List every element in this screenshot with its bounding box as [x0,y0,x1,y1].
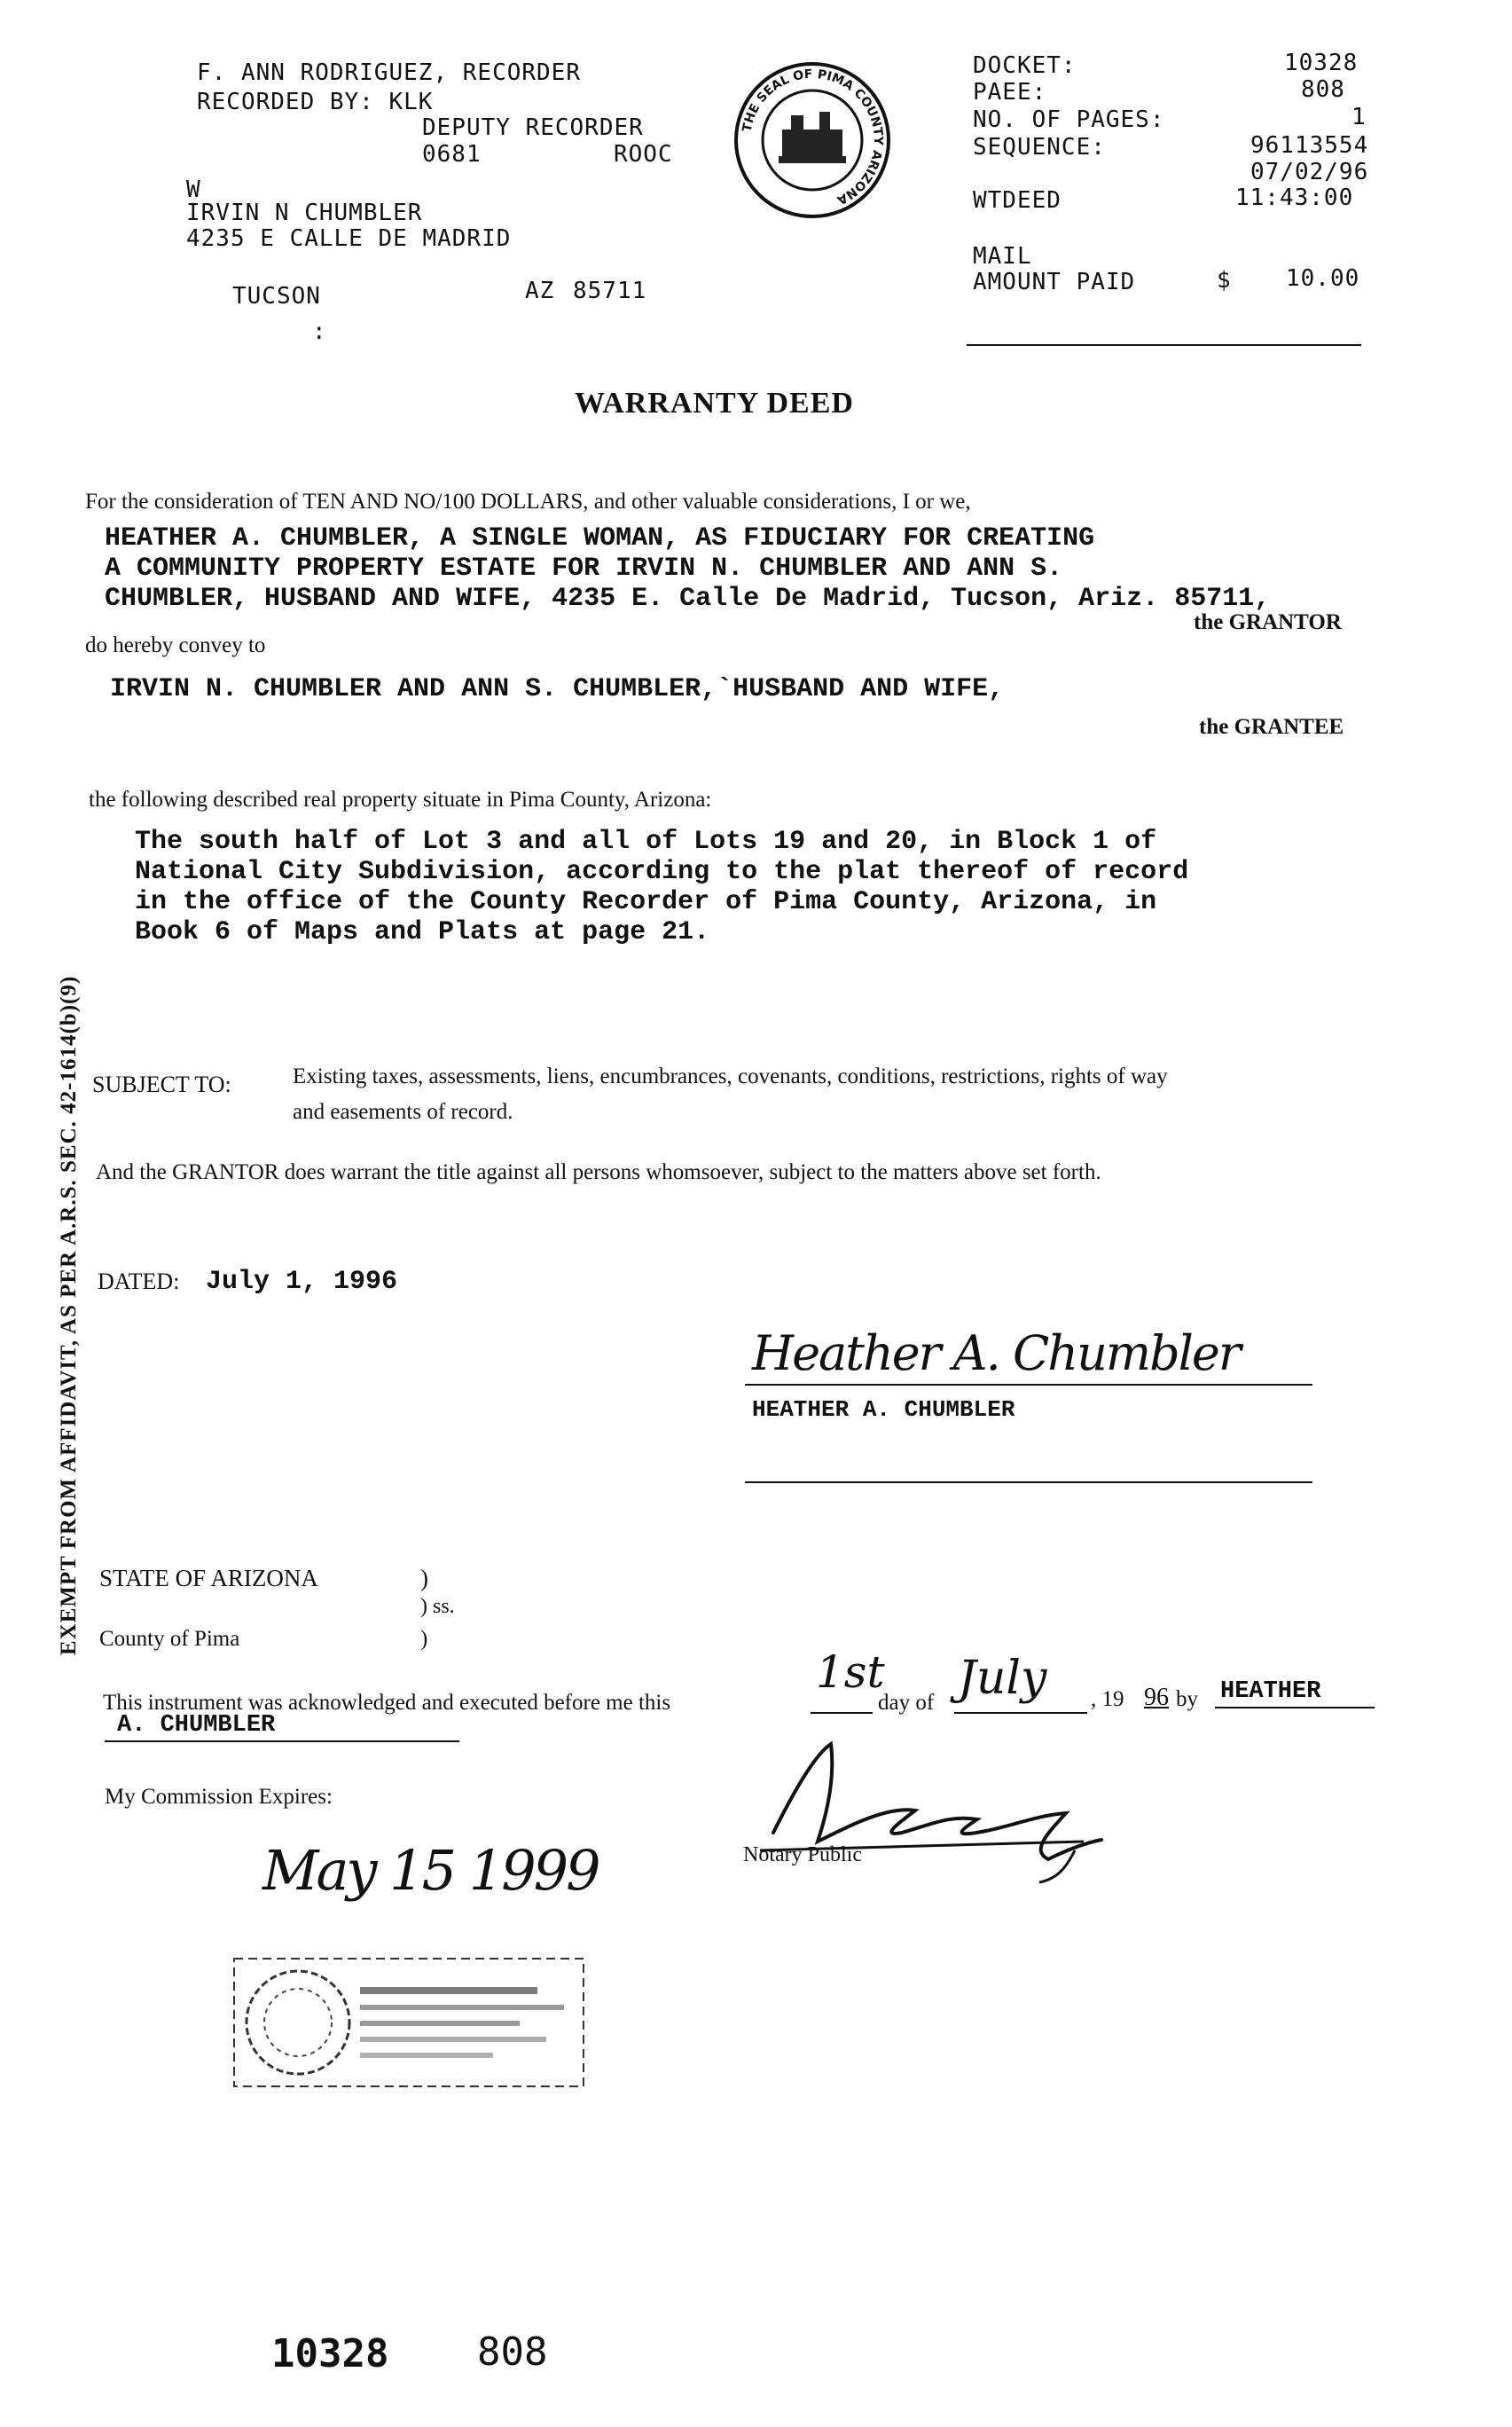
notary-paren-2: ) [420,1627,428,1651]
return-zip: 85711 [573,278,647,304]
svg-text:THE SEAL OF PIMA COUNTY ARIZON: THE SEAL OF PIMA COUNTY ARIZONA [740,67,886,208]
ack-month: July [958,1652,1047,1705]
return-city: TUCSON [232,283,321,310]
notary-county: County of Pima [99,1627,240,1651]
pages-label: NO. OF PAGES: [973,106,1165,133]
sequence-label: SEQUENCE: [973,134,1106,161]
subject-to-line-2: and easements of record. [293,1100,513,1124]
second-signature-line [745,1481,1312,1483]
warrant-text: And the GRANTOR does warrant the title against all persons whomsoever, subject to the matters above set forth. [96,1160,1101,1184]
document-type: WTDEED [973,187,1062,214]
page-label: PAEE: [973,79,1047,106]
ack-name-line [1215,1707,1375,1708]
signer-name: HEATHER A. CHUMBLER [752,1396,1015,1423]
grantor-line-1: HEATHER A. CHUMBLER, A SINGLE WOMAN, AS FIDUCIARY FOR CREATING [105,523,1095,554]
grantor-line-2: A COMMUNITY PROPERTY ESTATE FOR IRVIN N. CHUMBLER AND ANN S. [105,554,1063,584]
ack-name2-line [105,1740,459,1742]
notary-public-label: Notary Public [743,1843,862,1866]
ack-day-of: day of [878,1691,935,1715]
amount-label: AMOUNT PAID [973,269,1136,295]
notary-ss: ) ss. [420,1595,455,1618]
grantor-line-3: CHUMBLER, HUSBAND AND WIFE, 4235 E. Calle De Madrid, Tucson, Ariz. 85711, [105,584,1271,614]
notary-paren-1: ) [420,1565,428,1591]
notary-state: STATE OF ARIZONA [99,1565,318,1591]
recorder-name: F. ANN RODRIGUEZ, RECORDER [197,59,581,86]
county-seal [732,60,892,220]
header-rule [967,344,1361,346]
property-line-3: in the office of the County Recorder of Pima County, Arizona, in [135,887,1157,917]
sequence-value: 96113554 [1250,132,1369,159]
return-marker: W [186,177,201,203]
recorder-code2: ROOC [614,141,673,168]
dated-label: DATED: [98,1268,180,1294]
property-intro: the following described real property situate in Pima County, Arizona: [89,788,712,812]
ack-name-1: HEATHER [1220,1678,1321,1705]
amount-currency: $ [1217,267,1232,294]
page-value: 808 [1301,76,1345,103]
recording-time: 11:43:00 [1235,185,1354,211]
subject-to-line-1: Existing taxes, assessments, liens, encumbrances, covenants, conditions, restrictions, rights of way [293,1064,1168,1088]
consideration-text: For the consideration of TEN AND NO/100 DOLLARS, and other valuable considerations, I or we, [85,490,971,514]
return-street: 4235 E CALLE DE MADRID [186,225,512,252]
ack-day-line [811,1712,873,1714]
commission-label: My Commission Expires: [105,1785,333,1809]
property-line-2: National City Subdivision, according to the plat thereof of record [135,857,1189,887]
ack-by: by [1176,1687,1198,1711]
footer-docket: 10328 [271,2331,389,2376]
grantee-line: IRVIN N. CHUMBLER AND ANN S. CHUMBLER,`HUSBAND AND WIFE, [110,674,1005,704]
signature-line [745,1384,1312,1386]
exempt-text: EXEMPT FROM AFFIDAVIT, AS PER A.R.S. SEC. 42-1614(b)(9) [57,975,81,1655]
docket-label: DOCKET: [973,52,1077,79]
convey-text: do hereby convey to [85,633,266,657]
mail-label: MAIL [973,243,1032,270]
deputy-recorder: DEPUTY RECORDER [422,114,644,141]
footer-page: 808 [477,2329,548,2375]
ack-year: 96 [1144,1684,1169,1711]
property-line-4: Book 6 of Maps and Plats at page 21. [135,917,710,947]
return-name: IRVIN N CHUMBLER [186,200,423,226]
grantee-label: the GRANTEE [1199,715,1344,739]
ack-day: 1st [816,1646,885,1698]
amount-value: 10.00 [1286,265,1360,292]
return-state: AZ [525,278,555,304]
ack-month-line [954,1712,1087,1714]
commission-date: May 15 1999 [262,1838,599,1903]
property-line-1: The south half of Lot 3 and all of Lots 19 and 20, in Block 1 of [135,827,1157,857]
dated-value: July 1, 1996 [206,1267,398,1297]
ack-prefix: This instrument was acknowledged and executed before me this [103,1691,671,1715]
recorder-code1: 0681 [422,141,482,168]
recording-date: 07/02/96 [1250,159,1369,185]
grantor-signature: Heather A. Chumbler [752,1325,1240,1381]
docket-value: 10328 [1284,50,1359,76]
recorded-by: RECORDED BY: KLK [197,89,434,115]
ack-name-2: A. CHUMBLER [117,1712,276,1739]
ack-year-prefix: , 19 [1091,1687,1124,1711]
deed-title: WARRANTY DEED [575,387,854,420]
grantor-label: the GRANTOR [1194,610,1342,634]
pages-value: 1 [1351,104,1367,130]
subject-to-label: SUBJECT TO: [92,1072,231,1097]
return-dots: : [312,318,327,345]
notary-stamp [227,1952,591,2093]
